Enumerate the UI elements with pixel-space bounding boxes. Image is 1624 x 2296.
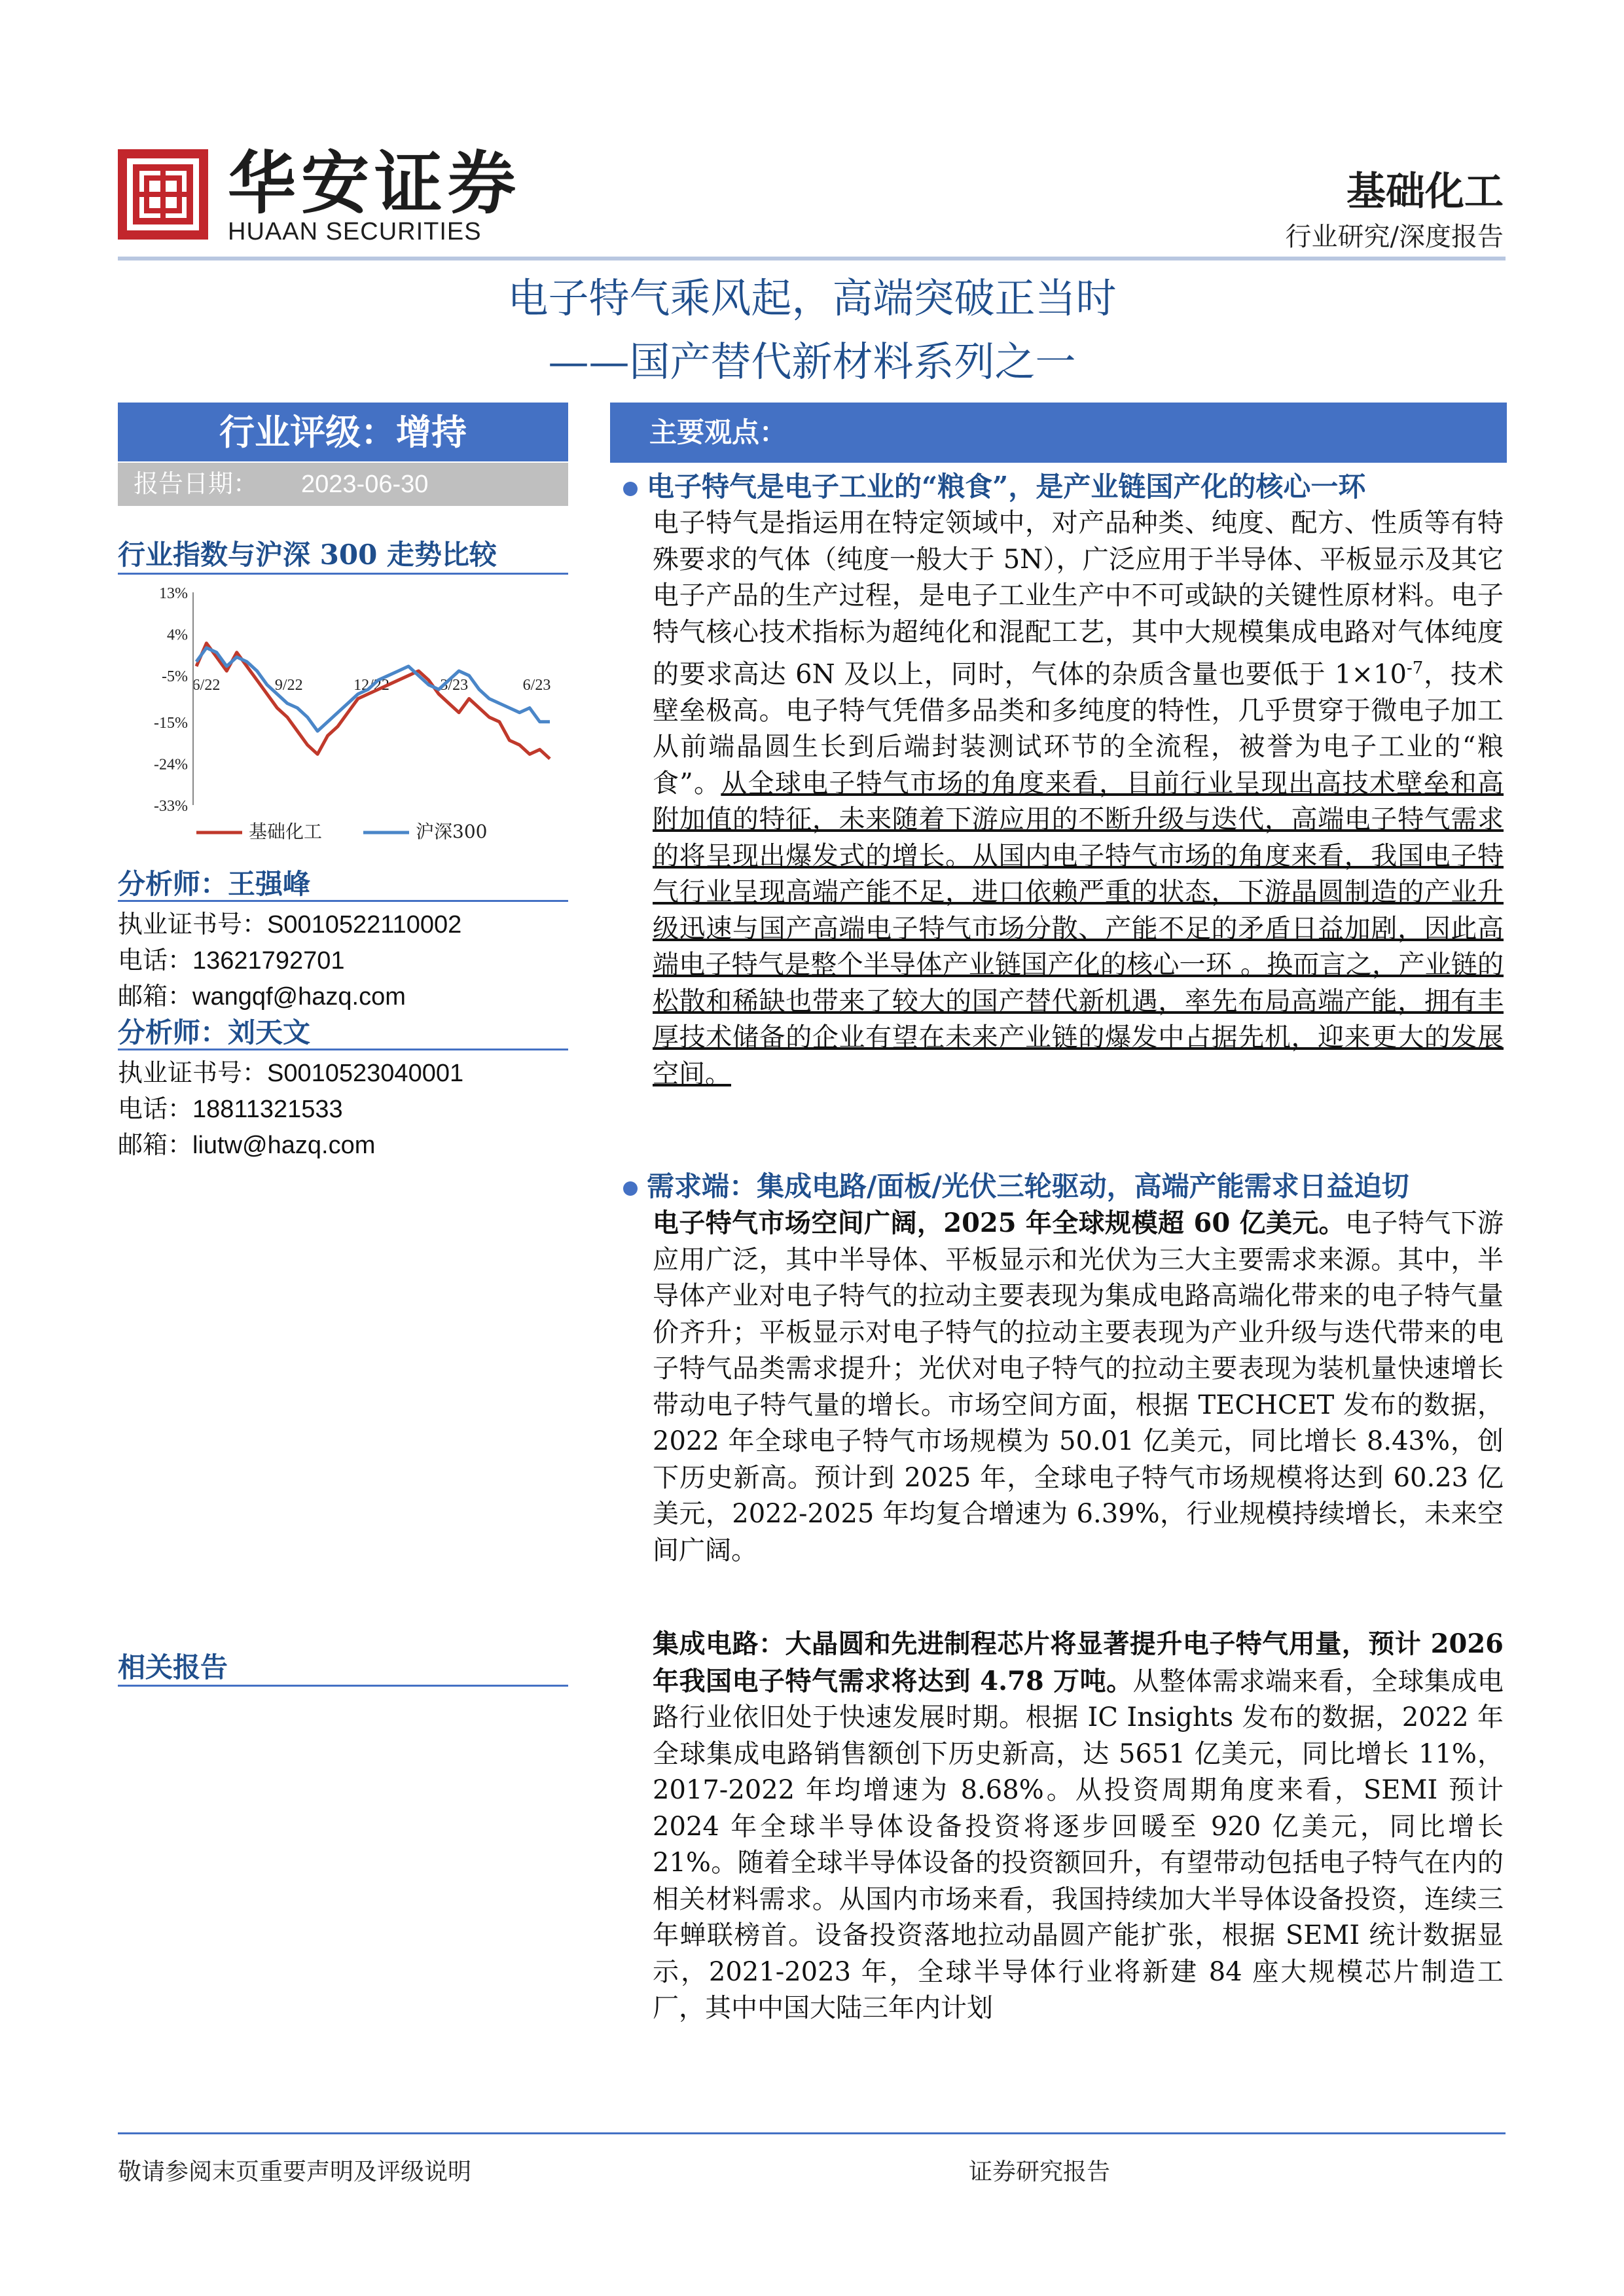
phone-label: 电话： — [118, 1094, 193, 1123]
related-reports-heading: 相关报告 — [118, 1651, 228, 1683]
bullet-2-text: 需求端：集成电路/面板/光伏三轮驱动，高端产能需求日益迫切 — [647, 1170, 1409, 1202]
analyst-1-rule — [118, 900, 568, 902]
legend-label: 基础化工 — [249, 821, 323, 842]
cert-label: 执业证书号： — [118, 910, 268, 939]
x-tick-label: 12/22 — [353, 677, 389, 694]
report-type: 行业研究/深度报告 — [1285, 222, 1504, 252]
ic-section-para: 从整体需求端来看，全球集成电路行业依旧处于快速发展时期。根据 IC Insights 发布的数据，2022 年全球集成电路销售额创下历史新高，达 5651 亿美元，同比增长 11%，2017-2022 年均增速为 8.68%。从投资周期角度来看，SEMI 预计 2024 年全球半导体设备投资将逐步回暖至 920 亿美元，同比增长 21%。随着全球半导体设备的投资额回升，有望带动包括电子特气在内的相关材料需求。从国内市场来看，我国持续加大半导体设备投资，连续三年蝉联榜首。设备投资落地拉动晶圆产能扩张，根据 SEMI 统计数据显示，2021-2023 年，全球半导体行业将新建 84 座大规模芯片制造工厂，其中中国大陆三年内计划 — [653, 1666, 1504, 2023]
cert-number: S0010522110002 — [267, 911, 462, 939]
phone-number: 18811321533 — [192, 1096, 343, 1123]
logo-mark — [118, 149, 208, 240]
report-subtitle: ——国产替代新材料系列之一 — [548, 338, 1076, 386]
footer-disclaimer: 敬请参阅末页重要声明及评级说明 — [118, 2159, 472, 2185]
y-tick-label: 4% — [167, 626, 188, 644]
x-tick-label: 9/22 — [274, 677, 303, 694]
legend-label: 沪深300 — [416, 821, 488, 842]
report-date-bar — [118, 463, 568, 506]
bullet-2-heading — [623, 1168, 1409, 1205]
phone-label: 电话： — [118, 946, 193, 975]
main-views-header — [610, 403, 1507, 463]
exponent: -7 — [1406, 658, 1424, 678]
analyst-2-heading: 分析师：刘天文 — [118, 1016, 311, 1049]
related-reports-rule — [118, 1685, 568, 1687]
email-link[interactable]: liutw@hazq.com — [192, 1132, 376, 1159]
report-date-value: 2023-06-30 — [301, 471, 429, 498]
analyst-2-rule — [118, 1049, 568, 1050]
bullet-dot-icon — [623, 482, 638, 496]
x-tick-label: 3/23 — [440, 677, 469, 694]
chart-heading-rule — [118, 573, 568, 575]
logo-english: HUAAN SECURITIES — [228, 218, 482, 245]
footer-report-label: 证券研究报告 — [969, 2159, 1111, 2185]
bullet-1-body — [653, 505, 1504, 1092]
y-tick-label: -5% — [162, 668, 188, 686]
email-label: 邮箱： — [118, 982, 193, 1011]
bullet-2-lead: 电子特气市场空间广阔，2025 年全球规模超 60 亿美元。 — [653, 1208, 1346, 1238]
analyst-2-email — [118, 1127, 375, 1164]
logo-seal-icon — [127, 158, 199, 230]
sector-title: 基础化工 — [1346, 169, 1504, 215]
analyst-2-phone — [118, 1091, 343, 1128]
y-tick-label: -33% — [154, 798, 188, 815]
analyst-1-phone — [118, 942, 345, 979]
analyst-1-cert — [118, 906, 461, 943]
analyst-1-heading: 分析师：王强峰 — [118, 868, 311, 900]
report-title: 电子特气乘风起，高端突破正当时 — [507, 274, 1117, 322]
bullet-2-para: 电子特气下游应用广泛，其中半导体、平板显示和光伏为三大主要需求来源。其中，半导体产业对电子特气的拉动主要表现为集成电路高端化带来的电子特气量价齐升；平板显示对电子特气的拉动主要表现为产业升级与迭代带来的电子特气品类需求提升；光伏对电子特气的拉动主要表现为装机量快速增长带动电子特气量的增长。市场空间方面，根据 TECHCET 发布的数据，2022 年全球电子特气市场规模为 50.01 亿美元，同比增长 8.43%，创下历史新高。预计到 2025 年，全球电子特气市场规模将达到 60.23 亿美元，2022-2025 年均复合增速为 6.39%，行业规模持续增长，未来空间广阔。 — [653, 1208, 1504, 1566]
y-tick-label: 13% — [159, 585, 188, 602]
ic-section-body — [653, 1626, 1504, 2027]
cert-number: S0010523040001 — [267, 1060, 464, 1087]
analyst-2-cert — [118, 1055, 463, 1092]
report-date-label: 报告日期： — [134, 471, 259, 498]
bullet-1-text: 电子特气是电子工业的“粮食”，是产业链国产化的核心一环 — [647, 471, 1366, 503]
x-tick-label: 6/23 — [522, 677, 551, 694]
bullet-dot-icon — [623, 1181, 638, 1196]
y-tick-label: -15% — [154, 714, 188, 732]
main-views-title: 主要观点： — [649, 416, 787, 448]
y-tick-label: -24% — [154, 756, 188, 774]
analyst-1-email — [118, 978, 406, 1015]
index-comparison-chart — [118, 576, 568, 851]
email-label: 邮箱： — [118, 1130, 193, 1159]
bullet-2-body — [653, 1205, 1504, 1569]
bullet-1-para-2-underlined: 从全球电子特气市场的角度来看，目前行业呈现出高技术壁垒和高附加值的特征，未来随着下游应用的不断升级与迭代，高端电子特气需求的将呈现出爆发式的增长。从国内电子特气市场的角度来看，我国电子特气行业呈现高端产能不足，进口依赖严重的状态，下游晶圆制造的产业升级迅速与国产高端电子特气市场分散、产能不足的矛盾日益加剧，因此高端电子特气是整个半导体产业链国产化的核心一环 。换而言之，产业链的松散和稀缺也带来了较大的国产替代新机遇，率先布局高端产能，拥有丰厚技术储备的企业有望在未来产业链的爆发中占据先机，迎来更大的发展空间。 — [653, 768, 1504, 1089]
bullet-1-heading — [623, 469, 1365, 505]
x-tick-label: 6/22 — [192, 677, 221, 694]
email-link[interactable]: wangqf@hazq.com — [192, 983, 406, 1011]
phone-number: 13621792701 — [192, 947, 345, 975]
chart-heading: 行业指数与沪深 300 走势比较 — [118, 539, 497, 571]
industry-rating: 行业评级：增持 — [118, 403, 568, 461]
cert-label: 执业证书号： — [118, 1058, 268, 1087]
ic-section-lead: 集成电路：大晶圆和先进制程芯片将显著提升电子特气用量，预计 2026 年我国电子特气需求将达到 4.78 万吨。 — [653, 1628, 1504, 1696]
footer-divider — [118, 2132, 1506, 2134]
bullet-1-para-1: 电子特气是指运用在特定领域中，对产品种类、纯度、配方、性质等有特殊要求的气体（纯度一般大于 5N），广泛应用于半导体、平板显示及其它电子产品的生产过程，是电子工业生产中不可或缺的关键性原材料。电子特气核心技术指标为超纯化和混配工艺，其中大规模集成电路对气体纯度的要求高达 6N 及以上，同时，气体的杂质含量也要低于 1×10 — [653, 508, 1504, 690]
bullet-1-para-1-tail: ，技术壁垒极高。电子特气凭借多品类和多纯度的特性，几乎贯穿于微电子加工从前端晶圆生长到后端封装测试环节的全流程，被誉为电子工业的“粮食”。 — [653, 659, 1504, 798]
logo-chinese: 华安证券 — [228, 143, 522, 223]
header-divider — [118, 257, 1506, 260]
